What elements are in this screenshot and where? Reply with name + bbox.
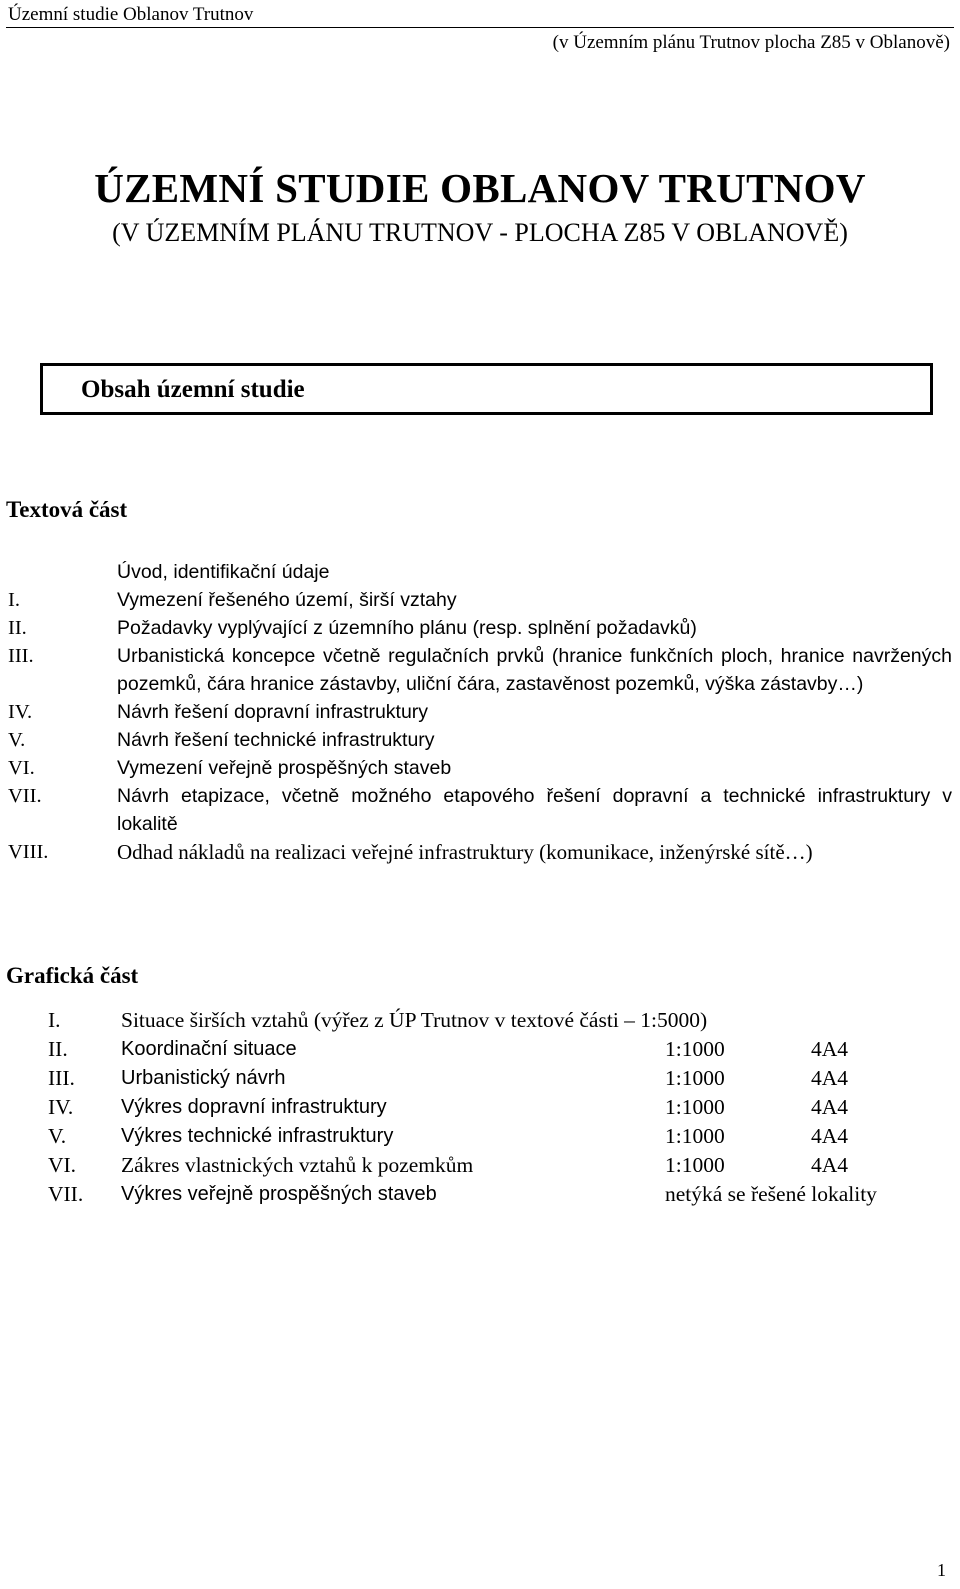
contents-box-title: Obsah územní studie	[81, 376, 305, 403]
item-text: Koordinační situace	[121, 1038, 297, 1060]
item-format: 4A4	[811, 1124, 849, 1148]
list-item	[48, 1035, 928, 1064]
list-item	[8, 726, 952, 754]
item-scale: 1:1000	[665, 1124, 725, 1148]
item-number: II.	[48, 1037, 68, 1061]
page-number: 1	[937, 1560, 946, 1580]
item-number: III.	[48, 1066, 75, 1090]
item-scale: 1:1000	[665, 1066, 725, 1090]
item-text: Výkres dopravní infrastruktury	[121, 1096, 387, 1118]
section-heading-textova: Textová část	[6, 497, 128, 522]
list-item	[8, 782, 952, 838]
item-text: Návrh řešení technické infrastruktury	[117, 729, 435, 751]
item-format: 4A4	[811, 1153, 849, 1177]
list-item	[8, 642, 952, 698]
list-item	[8, 586, 952, 614]
item-number: VII.	[48, 1182, 84, 1206]
item-scale: netýká se řešené lokality	[665, 1182, 877, 1206]
page-header-left: Územní studie Oblanov Trutnov	[8, 4, 254, 25]
document-subtitle: (V ÚZEMNÍM PLÁNU TRUTNOV - PLOCHA Z85 V OBLANOVĚ)	[112, 218, 848, 247]
item-format: 4A4	[811, 1095, 849, 1119]
item-text: Situace širších vztahů (výřez z ÚP Trutnov v textové části – 1:5000)	[121, 1008, 708, 1032]
item-text: Návrh etapizace, včetně možného etapového řešení dopravní a technické infrastruktury v lokalitě	[117, 785, 952, 835]
item-number: VIII.	[8, 841, 49, 863]
graphic-part-list	[48, 1006, 928, 1209]
item-text: Výkres technické infrastruktury	[121, 1125, 394, 1147]
list-item	[8, 614, 952, 642]
item-number: I.	[8, 589, 20, 611]
item-number: IV.	[48, 1095, 74, 1119]
item-text: Výkres veřejně prospěšných staveb	[121, 1183, 437, 1205]
header-rule	[6, 27, 954, 28]
item-scale: 1:1000	[665, 1153, 725, 1177]
item-text: Úvod, identifikační údaje	[117, 561, 330, 583]
item-number: V.	[8, 729, 26, 751]
item-text: Návrh řešení dopravní infrastruktury	[117, 701, 429, 723]
item-format: 4A4	[811, 1037, 849, 1061]
item-number: I.	[48, 1008, 61, 1032]
item-text: Požadavky vyplývající z územního plánu (resp. splnění požadavků)	[117, 617, 697, 639]
item-number: III.	[8, 645, 34, 667]
item-text: Urbanistická koncepce včetně regulačních prvků (hranice funkčních ploch, hranice navržených pozemků, čára hranice zástavby, uliční čára, zastavěnost pozemků, výška zástavby…)	[117, 645, 952, 695]
item-scale: 1:1000	[665, 1037, 725, 1061]
list-item	[8, 698, 952, 726]
list-item	[48, 1151, 928, 1180]
document-title: ÚZEMNÍ STUDIE OBLANOV TRUTNOV	[94, 165, 866, 211]
contents-box	[40, 363, 933, 415]
list-item	[8, 754, 952, 782]
item-text: Odhad nákladů na realizaci veřejné infrastruktury (komunikace, inženýrské sítě…)	[117, 840, 813, 864]
item-number: II.	[8, 617, 27, 639]
item-text: Zákres vlastnických vztahů k pozemkům	[121, 1153, 474, 1177]
item-number: VI.	[8, 757, 35, 779]
list-item	[48, 1180, 928, 1209]
item-text: Vymezení řešeného území, širší vztahy	[117, 589, 457, 611]
item-format: 4A4	[811, 1066, 849, 1090]
item-number: VII.	[8, 785, 42, 807]
list-item	[48, 1064, 928, 1093]
list-item	[8, 558, 952, 586]
text-part-list	[8, 558, 952, 866]
list-item	[48, 1006, 928, 1035]
section-heading-graficka: Grafická část	[6, 963, 139, 988]
item-number: V.	[48, 1124, 67, 1148]
page-header-right: (v Územním plánu Trutnov plocha Z85 v Oblanově)	[552, 32, 950, 53]
list-item	[48, 1093, 928, 1122]
item-number: VI.	[48, 1153, 77, 1177]
item-text: Vymezení veřejně prospěšných staveb	[117, 757, 452, 779]
item-text: Urbanistický návrh	[121, 1067, 286, 1089]
item-number: IV.	[8, 701, 33, 723]
list-item	[48, 1122, 928, 1151]
list-item	[8, 838, 952, 866]
item-scale: 1:1000	[665, 1095, 725, 1119]
